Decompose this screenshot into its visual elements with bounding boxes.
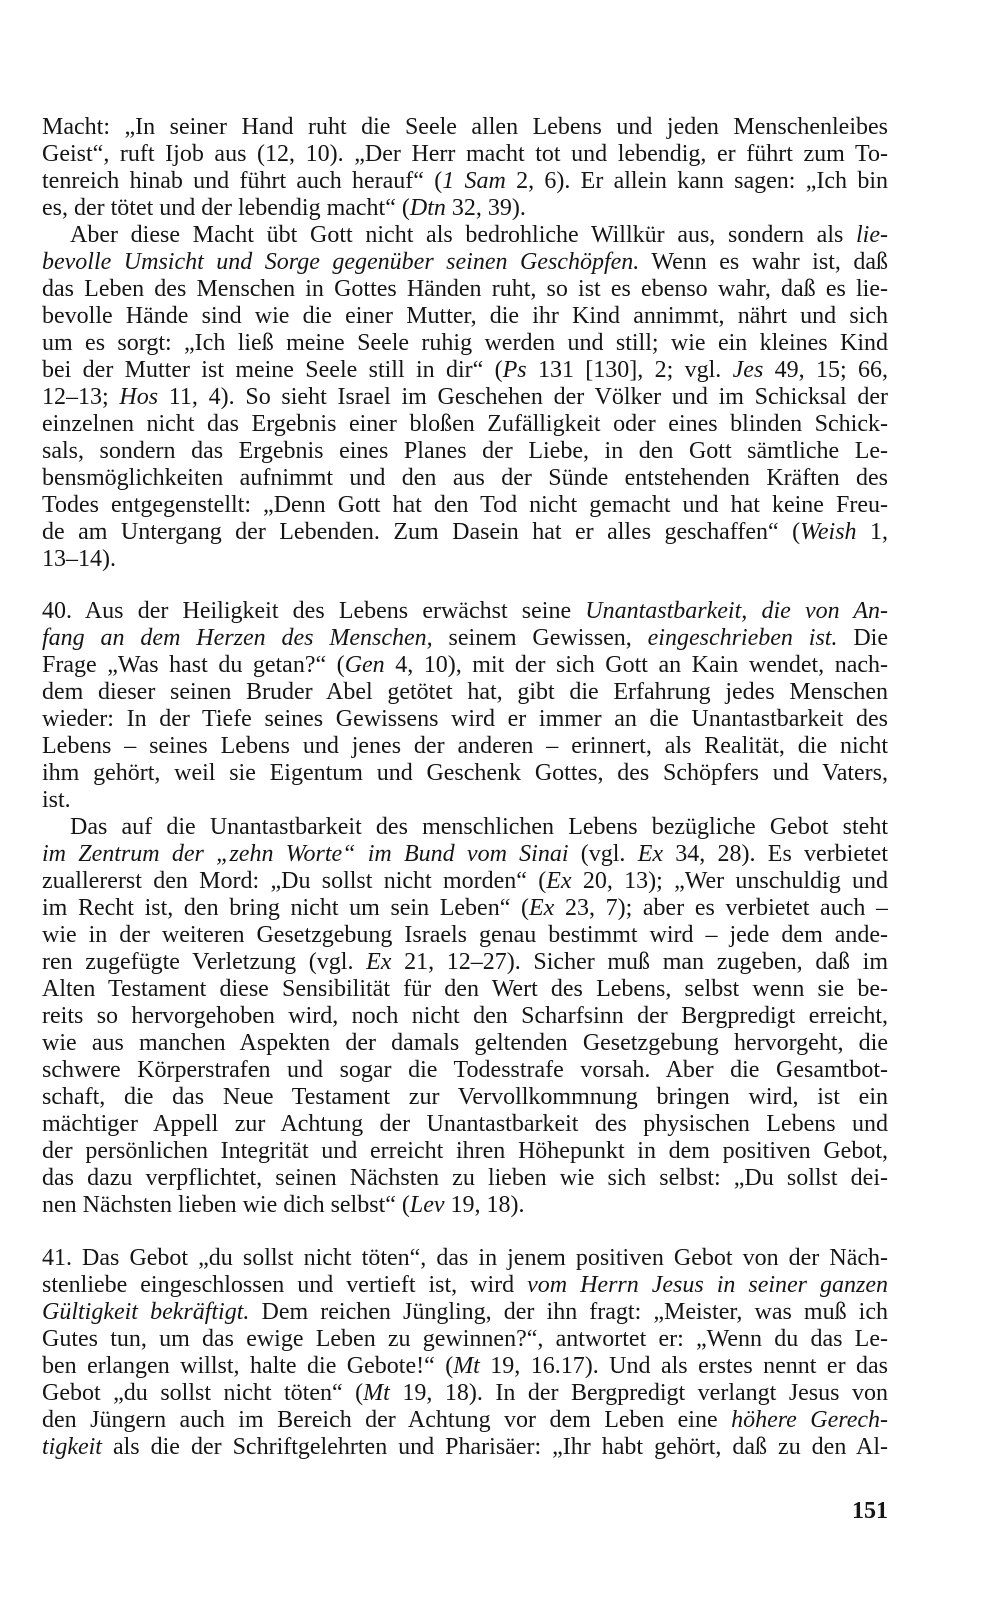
italic-text: fang an dem Herzen des Menschen, — [42, 625, 433, 651]
text-run: Das auf die Unantastbarkeit des menschlichen Lebens bezügliche Gebot steht — [70, 814, 888, 840]
italic-text: Lev — [409, 1192, 445, 1218]
text-run: ren zugefügte Verletzung (vgl. — [42, 949, 367, 975]
text-line — [42, 303, 888, 330]
text-line — [42, 1245, 888, 1272]
text-line — [42, 1353, 888, 1380]
text-line — [42, 895, 888, 922]
text-run: der persönlichen Integrität und erreicht ihren Höhepunkt in dem positiven Gebot, — [42, 1138, 888, 1164]
text-run: Dem reichen Jüngling, der ihn fragt: „Meister, was muß ich — [249, 1299, 888, 1325]
text-line — [42, 168, 888, 195]
text-run: 20, 13); „Wer unschuldig und — [571, 868, 888, 894]
text-block-section-40 — [42, 598, 888, 1219]
text-line — [42, 625, 888, 652]
italic-text: Dtn — [409, 195, 446, 221]
text-line — [42, 222, 888, 249]
text-block-section-41 — [42, 1245, 888, 1461]
text-run: das Leben des Menschen in Gottes Händen ruht, so ist es ebenso wahr, daß es lie- — [42, 276, 888, 302]
text-run: 40. Aus der Heiligkeit des Lebens erwächst seine — [42, 598, 586, 624]
italic-text: Unantastbarkeit, die von An- — [585, 598, 888, 624]
italic-text: vom Herrn Jesus in seiner ganzen — [527, 1272, 888, 1298]
text-line — [42, 492, 888, 519]
text-run: 13–14). — [42, 546, 116, 572]
text-line — [42, 949, 888, 976]
text-line — [42, 679, 888, 706]
italic-text: Jes — [732, 357, 764, 383]
text-line — [42, 1192, 888, 1219]
italic-text: Mt — [453, 1353, 480, 1379]
text-run: ist. — [42, 787, 71, 813]
italic-text: Mt — [363, 1380, 390, 1406]
text-run: 1, — [856, 519, 888, 545]
text-line — [42, 787, 888, 814]
text-run: 49, 15; 66, — [763, 357, 888, 383]
text-run: 21, 12–27). Sicher muß man zugeben, daß im — [391, 949, 888, 975]
text-run: dem dieser seinen Bruder Abel getötet hat, gibt die Erfahrung jedes Menschen — [42, 679, 888, 705]
text-line — [42, 276, 888, 303]
italic-text: Ex — [637, 841, 664, 867]
text-line — [42, 249, 888, 276]
text-run: Lebens – seines Lebens und jenes der anderen – erinnert, als Realität, die nicht — [42, 733, 888, 759]
text-run: um es sorgt: „Ich ließ meine Seele ruhig werden und still; wie ein kleines Kind — [42, 330, 888, 356]
text-run: Alten Testament diese Sensibilität für den Wert des Lebens, selbst wenn sie be- — [42, 976, 888, 1002]
text-run: de am Untergang der Lebenden. Zum Dasein hat er alles geschaffen“ ( — [42, 519, 801, 545]
text-line — [42, 1003, 888, 1030]
text-line — [42, 922, 888, 949]
text-line — [42, 760, 888, 787]
text-line — [42, 1030, 888, 1057]
text-run: wie aus manchen Aspekten der damals geltenden Gesetzgebung hervorgeht, die — [42, 1030, 888, 1056]
text-line — [42, 1111, 888, 1138]
text-run: 11, 4). So sieht Israel im Geschehen der Völker und im Schicksal der — [158, 384, 888, 410]
page-number: 151 — [852, 1498, 888, 1524]
text-line — [42, 598, 888, 625]
paragraph — [42, 814, 888, 1219]
text-run: seinem Gewissen, — [432, 625, 648, 651]
text-run: 4, 10), mit der sich Gott an Kain wendet, nach- — [384, 652, 888, 678]
text-run: ihm gehört, weil sie Eigentum und Geschenk Gottes, des Schöpfers und Vaters, — [42, 760, 888, 786]
text-line — [42, 868, 888, 895]
text-run: ben erlangen willst, halte die Gebote!“ ( — [42, 1353, 454, 1379]
text-line — [42, 195, 888, 222]
text-run: Macht: „In seiner Hand ruht die Seele allen Lebens und jeden Menschenleibes — [42, 114, 888, 140]
text-run: Die — [837, 625, 888, 651]
text-line — [42, 114, 888, 141]
text-line — [42, 1407, 888, 1434]
text-run: Aber diese Macht übt Gott nicht als bedrohliche Willkür aus, sondern als — [70, 222, 857, 248]
text-run: es, der tötet und der lebendig macht“ ( — [42, 195, 410, 221]
text-line — [42, 546, 888, 573]
text-block-continuation — [42, 114, 888, 573]
text-run: 41. Das Gebot „du sollst nicht töten“, das in jenem positiven Gebot von der Näch- — [42, 1245, 888, 1271]
text-line — [42, 733, 888, 760]
text-run: 12–13; — [42, 384, 120, 410]
text-line — [42, 1165, 888, 1192]
numbered-paragraph — [42, 1245, 888, 1461]
numbered-paragraph — [42, 598, 888, 814]
italic-text: eingeschrieben ist. — [647, 625, 838, 651]
text-line — [42, 411, 888, 438]
italic-text: Ex — [546, 868, 572, 894]
text-line — [42, 141, 888, 168]
text-run: sals, sondern das Ergebnis eines Planes der Liebe, in den Gott sämtliche Le- — [42, 438, 888, 464]
text-run: bevolle Hände sind wie die einer Mutter, die ihr Kind annimmt, nährt und sich — [42, 303, 888, 329]
text-run: den Jüngern auch im Bereich der Achtung vor dem Leben eine — [42, 1407, 732, 1433]
italic-text: im Zentrum der „zehn Worte“ im Bund vom Sinai — [42, 841, 569, 867]
italic-text: höhere Gerech- — [731, 1407, 888, 1433]
italic-text: Ps — [502, 357, 527, 383]
italic-text: Ex — [529, 895, 555, 921]
text-run: Frage „Was hast du getan?“ ( — [42, 652, 345, 678]
text-line — [42, 841, 888, 868]
text-line — [42, 1299, 888, 1326]
text-run: nen Nächsten lieben wie dich selbst“ ( — [42, 1192, 410, 1218]
text-run: 32, 39). — [445, 195, 526, 221]
text-run: tenreich hinab und führt auch herauf“ ( — [42, 168, 443, 194]
text-line — [42, 519, 888, 546]
paragraph — [42, 114, 888, 222]
text-line — [42, 1380, 888, 1407]
text-line — [42, 652, 888, 679]
text-line — [42, 976, 888, 1003]
text-line — [42, 384, 888, 411]
text-line — [42, 357, 888, 384]
text-run: das dazu verpflichtet, seinen Nächsten zu lieben wie sich selbst: „Du sollst dei- — [42, 1165, 888, 1191]
text-run: 19, 16.17). Und als erstes nennt er das — [479, 1353, 888, 1379]
italic-text: Hos — [119, 384, 159, 410]
text-line — [42, 1138, 888, 1165]
text-line — [42, 1084, 888, 1111]
text-run: 23, 7); aber es verbietet auch – — [554, 895, 888, 921]
text-run: Geist“, ruft Ijob aus (12, 10). „Der Herr macht tot und lebendig, er führt zum To- — [42, 141, 888, 167]
text-line — [42, 438, 888, 465]
text-run: 2, 6). Er allein kann sagen: „Ich bin — [505, 168, 888, 194]
text-line — [42, 1057, 888, 1084]
text-run: schwere Körperstrafen und sogar die Todesstrafe vorsah. Aber die Gesamtbot- — [42, 1057, 888, 1083]
text-run: 34, 28). Es verbietet — [663, 841, 888, 867]
italic-text: tigkeit — [42, 1434, 102, 1460]
text-run: 131 [130], 2; vgl. — [526, 357, 733, 383]
text-run: zuallererst den Mord: „Du sollst nicht morden“ ( — [42, 868, 547, 894]
text-run: wie in der weiteren Gesetzgebung Israels genau bestimmt wird – jede dem ande- — [42, 922, 888, 948]
italic-text: bevolle Umsicht und Sorge gegenüber seinen Geschöpfen. — [42, 249, 640, 275]
italic-text: 1 Sam — [442, 168, 506, 194]
text-line — [42, 1434, 888, 1461]
text-line — [42, 330, 888, 357]
text-line — [42, 465, 888, 492]
text-run: im Recht ist, den bring nicht um sein Leben“ ( — [42, 895, 529, 921]
text-line — [42, 706, 888, 733]
text-line — [42, 814, 888, 841]
italic-text: lie- — [856, 222, 888, 248]
text-line — [42, 1272, 888, 1299]
text-run: Gebot „du sollst nicht töten“ ( — [42, 1380, 364, 1406]
text-run: als die der Schriftgelehrten und Pharisäer: „Ihr habt gehört, daß zu den Al- — [101, 1434, 888, 1460]
text-run: wieder: In der Tiefe seines Gewissens wird er immer an die Unantastbarkeit des — [42, 706, 888, 732]
text-run: Gutes tun, um das ewige Leben zu gewinnen?“, antwortet er: „Wenn du das Le- — [42, 1326, 888, 1352]
text-run: Todes entgegenstellt: „Denn Gott hat den Tod nicht gemacht und hat keine Freu- — [42, 492, 888, 518]
italic-text: Ex — [366, 949, 392, 975]
text-run: (vgl. — [568, 841, 638, 867]
text-run: mächtiger Appell zur Achtung der Unantastbarkeit des physischen Lebens und — [42, 1111, 888, 1137]
italic-text: Gültigkeit bekräftigt. — [42, 1299, 250, 1325]
text-run: 19, 18). In der Bergpredigt verlangt Jesus von — [389, 1380, 888, 1406]
text-line — [42, 1326, 888, 1353]
text-run: 19, 18). — [444, 1192, 525, 1218]
text-run: einzelnen nicht das Ergebnis einer bloßen Zufälligkeit oder eines blinden Schick- — [42, 411, 888, 437]
text-run: Wenn es wahr ist, daß — [639, 249, 888, 275]
text-run: bensmöglichkeiten aufnimmt und den aus der Sünde entstehenden Kräften des — [42, 465, 888, 491]
text-run: bei der Mutter ist meine Seele still in dir“ ( — [42, 357, 503, 383]
italic-text: Weish — [800, 519, 857, 545]
paragraph — [42, 222, 888, 573]
text-run: schaft, die das Neue Testament zur Vervollkommnung bringen wird, ist ein — [42, 1084, 888, 1110]
text-run: stenliebe eingeschlossen und vertieft ist, wird — [42, 1272, 528, 1298]
text-run: reits so hervorgehoben wird, noch nicht den Scharfsinn der Bergpredigt erreicht, — [42, 1003, 888, 1029]
italic-text: Gen — [344, 652, 385, 678]
